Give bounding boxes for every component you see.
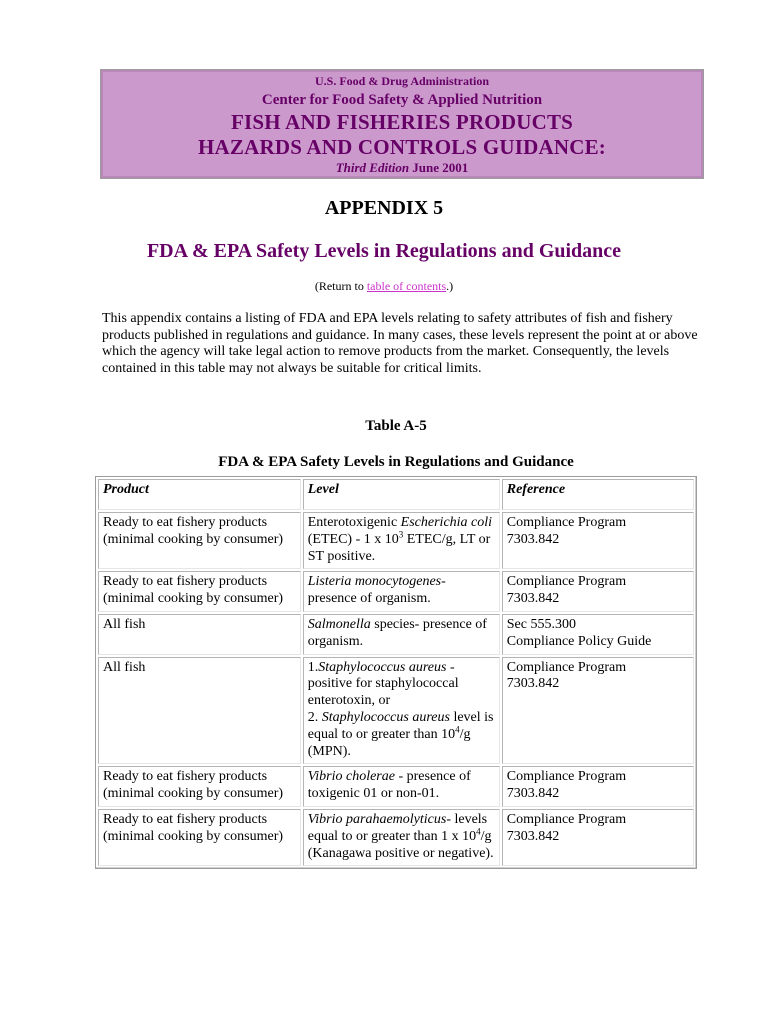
exponent: 4 <box>455 724 460 735</box>
product-cell: Ready to eat fishery products (minimal cooking by consumer) <box>98 512 301 569</box>
level-text: Enterotoxigenic <box>307 515 401 530</box>
reference-line: Compliance Program <box>506 811 627 827</box>
table-caption: Table A-5 <box>365 418 427 434</box>
level-cell <box>303 766 500 807</box>
level-text: - levels equal to or greater than 1 x 10 <box>307 811 488 844</box>
organism-name: Staphylococcus aureus <box>318 659 447 675</box>
table-row <box>98 614 694 655</box>
table-of-contents-link[interactable]: table of contents <box>366 279 447 293</box>
table-title: FDA & EPA Safety Levels in Regulations and Guidance <box>218 454 574 470</box>
level-text: - positive for staphylococcal enterotoxin, or <box>307 659 459 709</box>
reference-cell <box>502 657 694 765</box>
level-text: ETEC/g, LT or ST positive. <box>307 531 491 564</box>
guidance-title-line2: HAZARDS AND CONTROLS GUIDANCE: <box>198 135 606 159</box>
level-text: - presence of toxigenic 01 or non-01. <box>307 769 471 802</box>
header-product: Product <box>98 479 301 510</box>
reference-cell <box>502 614 694 655</box>
product-cell: Ready to eat fishery products (minimal cooking by consumer) <box>98 766 301 807</box>
table-row <box>98 657 694 765</box>
reference-line: 7303.842 <box>506 828 560 844</box>
reference-line: 7303.842 <box>506 591 560 607</box>
organism-name: Staphylococcus aureus <box>321 709 450 725</box>
edition-line <box>103 160 701 176</box>
level-cell <box>303 657 500 765</box>
product-cell: All fish <box>98 614 301 655</box>
organism-name: Listeria monocytogenes <box>307 574 442 590</box>
reference-line: Compliance Program <box>506 659 627 675</box>
reference-cell <box>502 809 694 866</box>
reference-line: Compliance Program <box>506 769 627 785</box>
return-prefix: (Return to <box>314 279 367 293</box>
item-number: 2. <box>307 709 322 725</box>
organism-name: Salmonella <box>307 616 371 632</box>
organism-name: Vibrio cholerae <box>307 769 395 785</box>
reference-cell <box>502 571 694 612</box>
level-text: species- presence of organism. <box>307 616 487 649</box>
exponent: 4 <box>476 826 481 837</box>
table-row <box>98 766 694 807</box>
header-reference: Reference <box>502 479 694 510</box>
guidance-title-line1: FISH AND FISHERIES PRODUCTS <box>230 110 574 134</box>
level-text: /g (MPN). <box>307 726 471 759</box>
level-cell <box>303 571 500 612</box>
level-text: /g (Kanagawa positive or negative). <box>307 828 494 861</box>
appendix-heading: APPENDIX 5 <box>324 197 444 219</box>
level-text: - presence of organism. <box>307 574 446 607</box>
safety-levels-table <box>95 476 697 869</box>
reference-line: 7303.842 <box>506 676 560 692</box>
item-number: 1. <box>307 659 319 675</box>
exponent: 3 <box>398 529 404 540</box>
header-level: Level <box>303 479 500 510</box>
edition-label: Third Edition <box>335 160 410 175</box>
level-text: level is equal to or greater than 10 <box>307 709 494 742</box>
reference-cell <box>502 512 694 569</box>
edition-date: June 2001 <box>412 160 469 175</box>
return-line <box>0 279 768 294</box>
level-cell <box>303 512 500 569</box>
reference-line: Sec 555.300 <box>506 616 576 632</box>
intro-paragraph: This appendix contains a listing of FDA and EPA levels relating to safety attributes of fish and fishery products published in regulations and guidance. In many cases, these levels represent the point at or above which the agency will take legal action to remove products from the market. Consequently, the levels contained in this table may not always be suitable for critical limits. <box>102 311 698 376</box>
return-suffix: .) <box>446 279 454 293</box>
page-subtitle: FDA & EPA Safety Levels in Regulations and Guidance <box>146 240 622 262</box>
product-cell: Ready to eat fishery products (minimal cooking by consumer) <box>98 809 301 866</box>
reference-line: Compliance Policy Guide <box>506 633 652 649</box>
level-cell <box>303 809 500 866</box>
center-name: Center for Food Safety & Applied Nutrition <box>261 92 543 108</box>
agency-name: U.S. Food & Drug Administration <box>314 74 490 88</box>
organism-name: Escherichia coli <box>400 515 493 530</box>
header-banner <box>101 70 703 178</box>
table-row <box>98 512 694 569</box>
product-cell: Ready to eat fishery products (minimal cooking by consumer) <box>98 571 301 612</box>
table-header-row <box>98 479 694 510</box>
product-cell: All fish <box>98 657 301 765</box>
reference-line: Compliance Program <box>506 515 627 530</box>
reference-line: 7303.842 <box>506 531 560 547</box>
organism-name: Vibrio parahaemolyticus <box>307 811 447 827</box>
reference-line: Compliance Program <box>506 574 627 590</box>
reference-line: 7303.842 <box>506 786 560 802</box>
table-row <box>98 809 694 866</box>
level-text: (ETEC) - 1 x 10 <box>307 531 399 547</box>
table-row <box>98 571 694 612</box>
reference-cell <box>502 766 694 807</box>
level-cell <box>303 614 500 655</box>
